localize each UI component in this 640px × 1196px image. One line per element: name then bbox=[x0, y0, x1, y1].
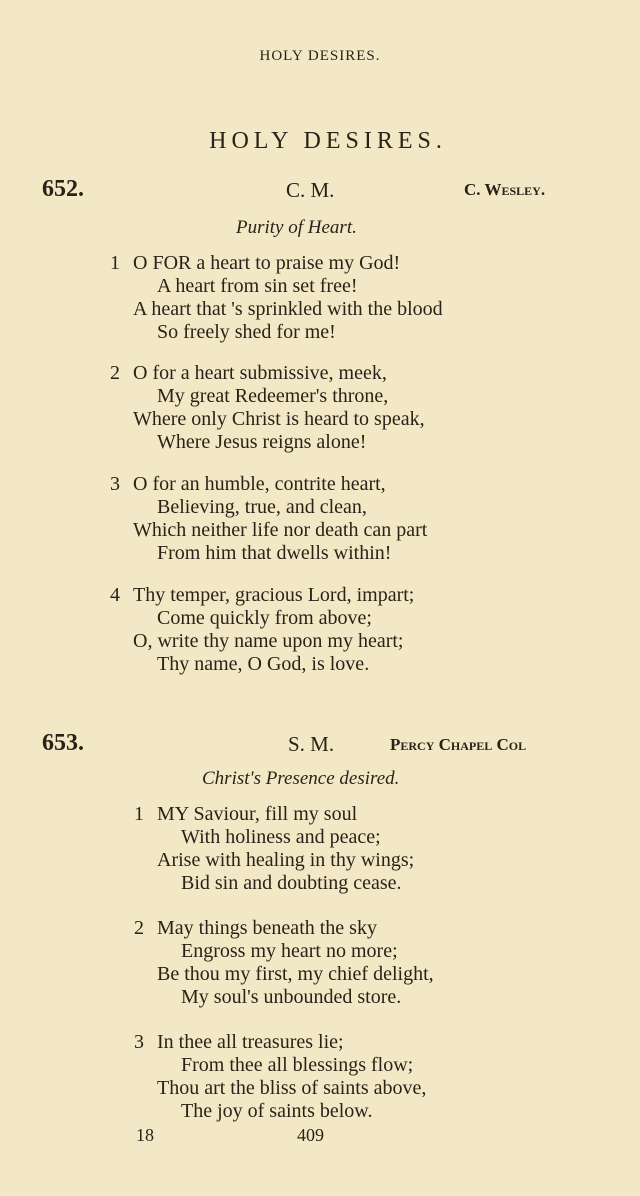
stanza-number: 1 bbox=[134, 803, 144, 825]
hymn-author: C. Wesley. bbox=[464, 180, 546, 199]
verse-line: O for an humble, contrite heart, bbox=[133, 473, 386, 495]
verse-line: May things beneath the sky bbox=[157, 917, 377, 939]
verse-line: Thy temper, gracious Lord, impart; bbox=[133, 584, 415, 606]
page-number: 409 bbox=[297, 1125, 324, 1145]
verse-line: From thee all blessings flow; bbox=[181, 1054, 414, 1076]
verse-line: Be thou my first, my chief delight, bbox=[157, 963, 434, 985]
verse-line: O FOR a heart to praise my God! bbox=[133, 252, 401, 274]
running-head: HOLY DESIRES. bbox=[259, 48, 381, 64]
verse-line: Which neither life nor death can part bbox=[133, 519, 428, 541]
stanza-number: 2 bbox=[110, 362, 120, 384]
verse-line: Arise with healing in thy wings; bbox=[157, 849, 415, 871]
verse-line: Believing, true, and clean, bbox=[157, 496, 367, 518]
verse-line: MY Saviour, fill my soul bbox=[157, 803, 358, 825]
verse-line: My soul's unbounded store. bbox=[181, 986, 402, 1008]
verse-line: My great Redeemer's throne, bbox=[157, 385, 389, 407]
hymn-number: 653. bbox=[42, 730, 84, 756]
hymn-meter: S. M. bbox=[288, 732, 335, 756]
hymn-author: Percy Chapel Col bbox=[390, 735, 527, 754]
verse-line: Bid sin and doubting cease. bbox=[181, 872, 402, 894]
verse-line: In thee all treasures lie; bbox=[157, 1031, 344, 1053]
stanza-number: 4 bbox=[110, 584, 120, 606]
hymn-subtitle: Christ's Presence desired. bbox=[202, 768, 400, 789]
verse-line: Where only Christ is heard to speak, bbox=[133, 408, 425, 430]
verse-line: With holiness and peace; bbox=[181, 826, 381, 848]
verse-line: Where Jesus reigns alone! bbox=[157, 431, 367, 453]
hymn-subtitle: Purity of Heart. bbox=[236, 217, 357, 238]
verse-line: Thy name, O God, is love. bbox=[157, 653, 370, 675]
stanza-number: 2 bbox=[134, 917, 144, 939]
verse-line: From him that dwells within! bbox=[157, 542, 392, 564]
verse-line: Come quickly from above; bbox=[157, 607, 372, 629]
stanza-number: 3 bbox=[134, 1031, 144, 1053]
signature-mark: 18 bbox=[136, 1125, 154, 1145]
verse-line: Engross my heart no more; bbox=[181, 940, 398, 962]
stanza-number: 1 bbox=[110, 252, 120, 274]
verse-line: O, write thy name upon my heart; bbox=[133, 630, 404, 652]
verse-line: So freely shed for me! bbox=[157, 321, 336, 343]
verse-line: Thou art the bliss of saints above, bbox=[157, 1077, 427, 1099]
hymn-number: 652. bbox=[42, 176, 84, 202]
verse-line: O for a heart submissive, meek, bbox=[133, 362, 387, 384]
verse-line: A heart that 's sprinkled with the blood bbox=[133, 298, 443, 320]
stanza-number: 3 bbox=[110, 473, 120, 495]
section-title: HOLY DESIRES. bbox=[209, 128, 447, 154]
verse-line: The joy of saints below. bbox=[181, 1100, 373, 1122]
hymn-meter: C. M. bbox=[286, 178, 335, 202]
verse-line: A heart from sin set free! bbox=[157, 275, 358, 297]
